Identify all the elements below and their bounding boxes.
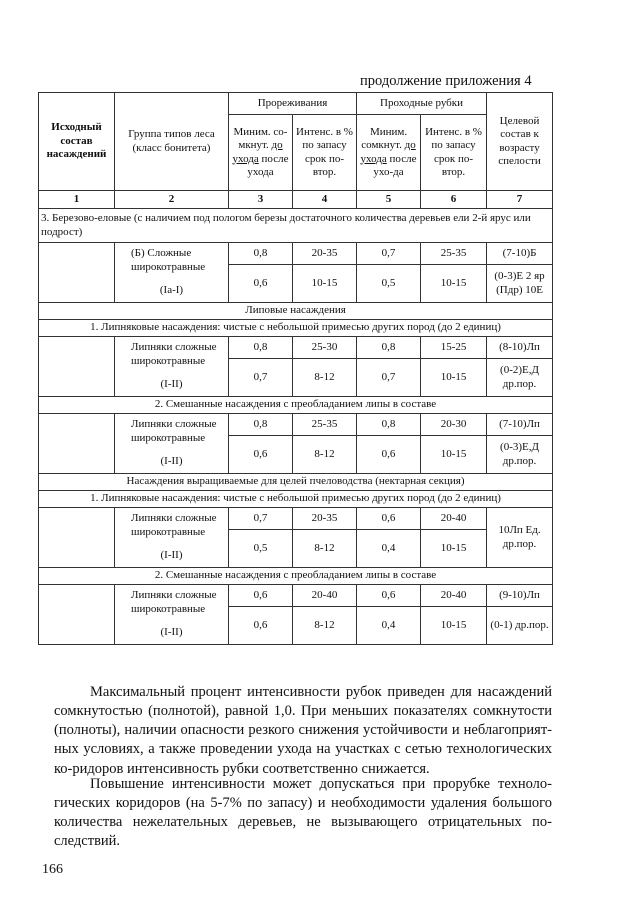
- table-cell: 0,6: [357, 585, 421, 607]
- table-cell: 10-15: [421, 359, 487, 397]
- page-number: 166: [42, 862, 63, 877]
- table-cell: 0,5: [229, 530, 293, 568]
- table-cell: 20-35: [293, 508, 357, 530]
- table-cell: 25-30: [293, 337, 357, 359]
- table-cell-target: 10Лп Ед. др.пор.: [487, 508, 553, 568]
- table-cell: (0-1) др.пор.: [487, 607, 553, 645]
- table-cell: 0,6: [229, 607, 293, 645]
- table-cell: 0,6: [229, 585, 293, 607]
- table-cell: 0,8: [357, 414, 421, 436]
- initial-composition-cell: [39, 414, 115, 474]
- table-cell: (9-10)Лп: [487, 585, 553, 607]
- initial-composition-cell: [39, 337, 115, 397]
- table-cell: (0-2)Е,Д др.пор.: [487, 359, 553, 397]
- table-cell: (0-3)Е 2 яр (Пдр) 10Е: [487, 265, 553, 303]
- initial-composition-cell: [39, 585, 115, 645]
- table-cell: 0,8: [229, 414, 293, 436]
- table-cell: 25-35: [293, 414, 357, 436]
- table-cell: 8-12: [293, 359, 357, 397]
- table-cell: 8-12: [293, 530, 357, 568]
- table-cell: 0,5: [357, 265, 421, 303]
- table-cell: 20-40: [421, 585, 487, 607]
- column-number: 2: [115, 191, 229, 209]
- table-cell: 0,6: [229, 436, 293, 474]
- table-cell: 8-12: [293, 607, 357, 645]
- header-intensity-passage: Интенс. в % по запасу срок по-втор.: [421, 115, 487, 191]
- body-paragraph: Максимальный процент интенсивности рубок приведен для насаждений сомкнутостью (полнотой), равной 1,0. При меньших показателях сомкнутости (полноты), наличии опасности резкого снижения устойчивости и неблагоприят-ных условиях, а также проведении ухода на участках с сетью технологических ко-ридоров интенсивность рубки соответственно снижается.: [54, 684, 552, 777]
- table-cell: (8-10)Лп: [487, 337, 553, 359]
- table-cell: 10-15: [421, 607, 487, 645]
- subsection-heading: 1. Липняковые насаждения: чистые с небольшой примесью других пород (до 2 единиц): [39, 320, 553, 337]
- table-cell: 0,7: [357, 359, 421, 397]
- table-cell: 0,6: [357, 436, 421, 474]
- silviculture-table: [38, 92, 553, 645]
- table-cell: (7-10)Б: [487, 243, 553, 265]
- table-cell: 0,6: [357, 508, 421, 530]
- header-min-density-passage: Миним. сомкнут. до ухода после ухо-да: [357, 115, 421, 191]
- column-number: 3: [229, 191, 293, 209]
- section-heading: Насаждения выращиваемые для целей пчеловодства (нектарная секция): [39, 474, 553, 491]
- section-heading: 3. Березово-еловые (с наличием под пологом березы достаточного количества деревьев ели 2-й ярус или подрост): [39, 209, 553, 243]
- table-cell: 0,4: [357, 530, 421, 568]
- header-initial-composition: Исходный состав насаждений: [39, 93, 115, 191]
- column-number: 1: [39, 191, 115, 209]
- forest-type-group: (Б) Сложные широкотравные (Iа-I): [115, 243, 229, 303]
- header-target-composition: Целевой состав к возрасту спелости: [487, 93, 553, 191]
- section-heading: Липовые насаждения: [39, 303, 553, 320]
- header-forest-type-group: Группа типов леса (класс бонитета): [115, 93, 229, 191]
- table-cell: 0,7: [229, 508, 293, 530]
- initial-composition-cell: [39, 508, 115, 568]
- column-number: 4: [293, 191, 357, 209]
- table-cell: 20-40: [293, 585, 357, 607]
- table-cell: 8-12: [293, 436, 357, 474]
- header-passage-cutting: Проходные рубки: [357, 93, 487, 115]
- appendix-caption: продолжение приложения 4: [360, 73, 532, 89]
- header-min-density-thinning: Миним. со-мкнут. до ухода после ухода: [229, 115, 293, 191]
- column-number: 7: [487, 191, 553, 209]
- subsection-heading: 2. Смешанные насаждения с преобладанием липы в составе: [39, 568, 553, 585]
- header-intensity-thinning: Интенс. в % по запасу срок по-втор.: [293, 115, 357, 191]
- header-thinning: Прореживания: [229, 93, 357, 115]
- forest-type-group: Липняки сложные широкотравные (I-II): [115, 585, 229, 645]
- initial-composition-cell: [39, 243, 115, 303]
- forest-type-group: Липняки сложные широкотравные (I-II): [115, 508, 229, 568]
- table-cell: 15-25: [421, 337, 487, 359]
- table-cell: (0-3)Е,Д др.пор.: [487, 436, 553, 474]
- table-cell: 0,8: [229, 243, 293, 265]
- table-cell: 0,7: [357, 243, 421, 265]
- table-cell: (7-10)Лп: [487, 414, 553, 436]
- subsection-heading: 1. Липняковые насаждения: чистые с небольшой примесью других пород (до 2 единиц): [39, 491, 553, 508]
- table-cell: 0,8: [229, 337, 293, 359]
- table-cell: 10-15: [293, 265, 357, 303]
- table-cell: 20-40: [421, 508, 487, 530]
- body-paragraph: Повышение интенсивности может допускаться при прорубке техноло-гических коридоров (на 5-7% по запасу) и необходимости удаления большого количества нежелательных деревьев, не вызывающего отрицательных по-следствий.: [54, 776, 552, 850]
- table-cell: 10-15: [421, 436, 487, 474]
- subsection-heading: 2. Смешанные насаждения с преобладанием липы в составе: [39, 397, 553, 414]
- table-cell: 0,8: [357, 337, 421, 359]
- table-cell: 0,4: [357, 607, 421, 645]
- table-cell: 10-15: [421, 530, 487, 568]
- table-cell: 20-35: [293, 243, 357, 265]
- table-cell: 0,6: [229, 265, 293, 303]
- table-cell: 20-30: [421, 414, 487, 436]
- column-number: 6: [421, 191, 487, 209]
- forest-type-group: Липняки сложные широкотравные (I-II): [115, 414, 229, 474]
- column-number: 5: [357, 191, 421, 209]
- forest-type-group: Липняки сложные широкотравные (I-II): [115, 337, 229, 397]
- table-cell: 10-15: [421, 265, 487, 303]
- table-cell: 0,7: [229, 359, 293, 397]
- table-cell: 25-35: [421, 243, 487, 265]
